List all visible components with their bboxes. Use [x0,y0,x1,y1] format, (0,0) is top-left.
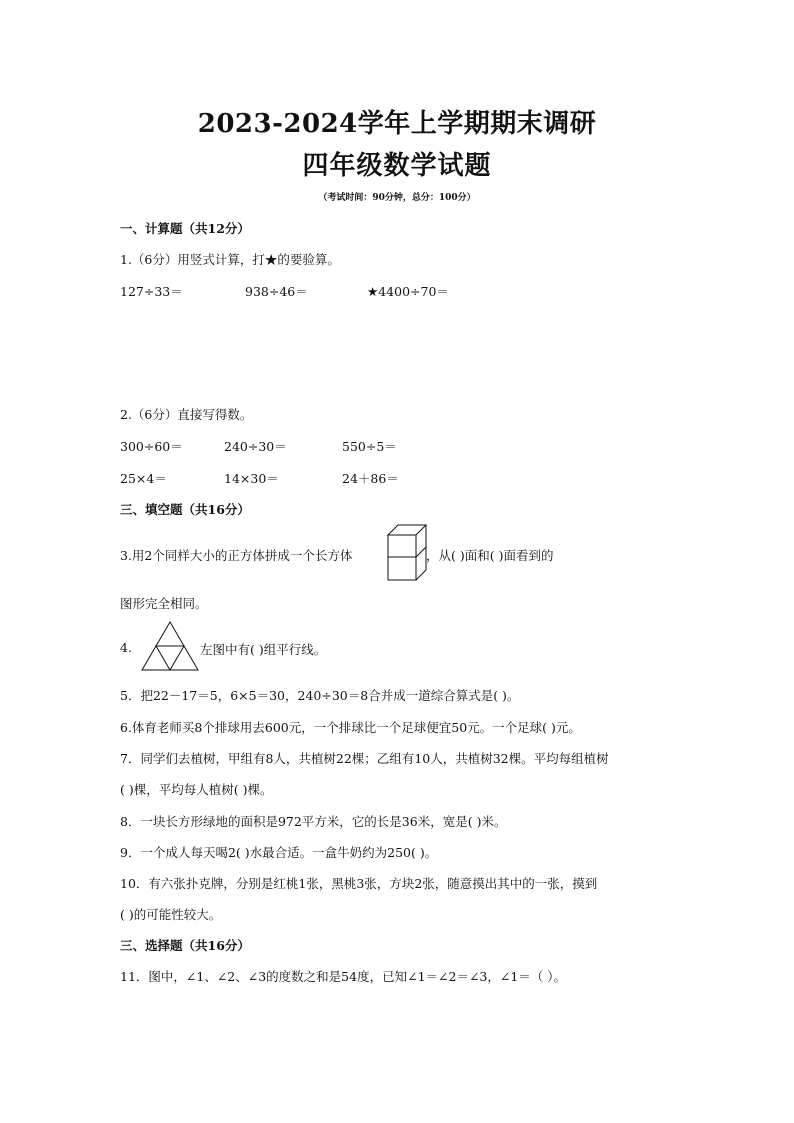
question-1-stem: 1.（6分）用竖式计算，打★的要验算。 [120,252,340,267]
q2-item: 25×4＝ [120,471,167,486]
exam-note: （考试时间：90分钟，总分：100分） [318,193,476,203]
section-heading-calculation: 一、计算题（共12分） [120,221,250,236]
cuboid-figure [387,523,427,581]
question-4-text: 左图中有( )组平行线。 [200,642,327,657]
q1-item: 938÷46＝ [245,284,308,299]
q2-item: 550÷5＝ [342,439,397,454]
question-3-part-b: ，从( )面和( )面看到的 [426,548,554,563]
question-11: 11．图中，∠1、∠2、∠3的度数之和是54度，已知∠1＝∠2＝∠3，∠1＝（ ）。 [120,969,567,984]
q1-item: 127÷33＝ [120,284,183,299]
question-7-line-1: 7．同学们去植树，甲组有8人，共植树22棵；乙组有10人，共植树32棵。平均每组植树 [120,751,609,766]
question-7-line-2: ( )棵，平均每人植树( )棵。 [120,782,273,797]
q2-item: 300÷60＝ [120,439,183,454]
question-1-items [120,282,449,300]
question-2-row [120,437,397,455]
triangle-figure [140,620,200,672]
question-10-line-1: 10．有六张扑克牌，分别是红桃1张，黑桃3张，方块2张，随意摸出其中的一张，摸到 [120,876,598,891]
q2-item: 24＋86＝ [342,471,399,486]
exam-title: 2023-2024学年上学期期末调研 [197,109,597,139]
exam-subtitle: 四年级数学试题 [302,151,492,181]
question-5: 5．把22－17＝5，6×5＝30，240÷30＝8合并成一道综合算式是( )。 [120,688,520,703]
question-3-part-a: 3.用2个同样大小的正方体拼成一个长方体 [120,548,353,563]
question-2-stem: 2.（6分）直接写得数。 [120,407,253,422]
q2-item: 240÷30＝ [224,439,287,454]
section-heading-choice: 三、选择题（共16分） [120,938,250,953]
q1-item: ★4400÷70＝ [367,284,449,299]
section-heading-fill-blanks: 三、填空题（共16分） [120,502,250,517]
question-10-line-2: ( )的可能性较大。 [120,907,222,922]
question-3-part-c: 图形完全相同。 [120,596,208,611]
question-4-number: 4. [120,640,132,655]
question-2-row [120,469,399,487]
q2-item: 14×30＝ [224,471,279,486]
question-6: 6.体育老师买8个排球用去600元，一个排球比一个足球便宜50元。一个足球( )元。 [120,720,581,735]
question-8: 8．一块长方形绿地的面积是972平方米，它的长是36米，宽是( )米。 [120,814,507,829]
question-9: 9．一个成人每天喝2( )水最合适。一盒牛奶约为250( )。 [120,845,438,860]
